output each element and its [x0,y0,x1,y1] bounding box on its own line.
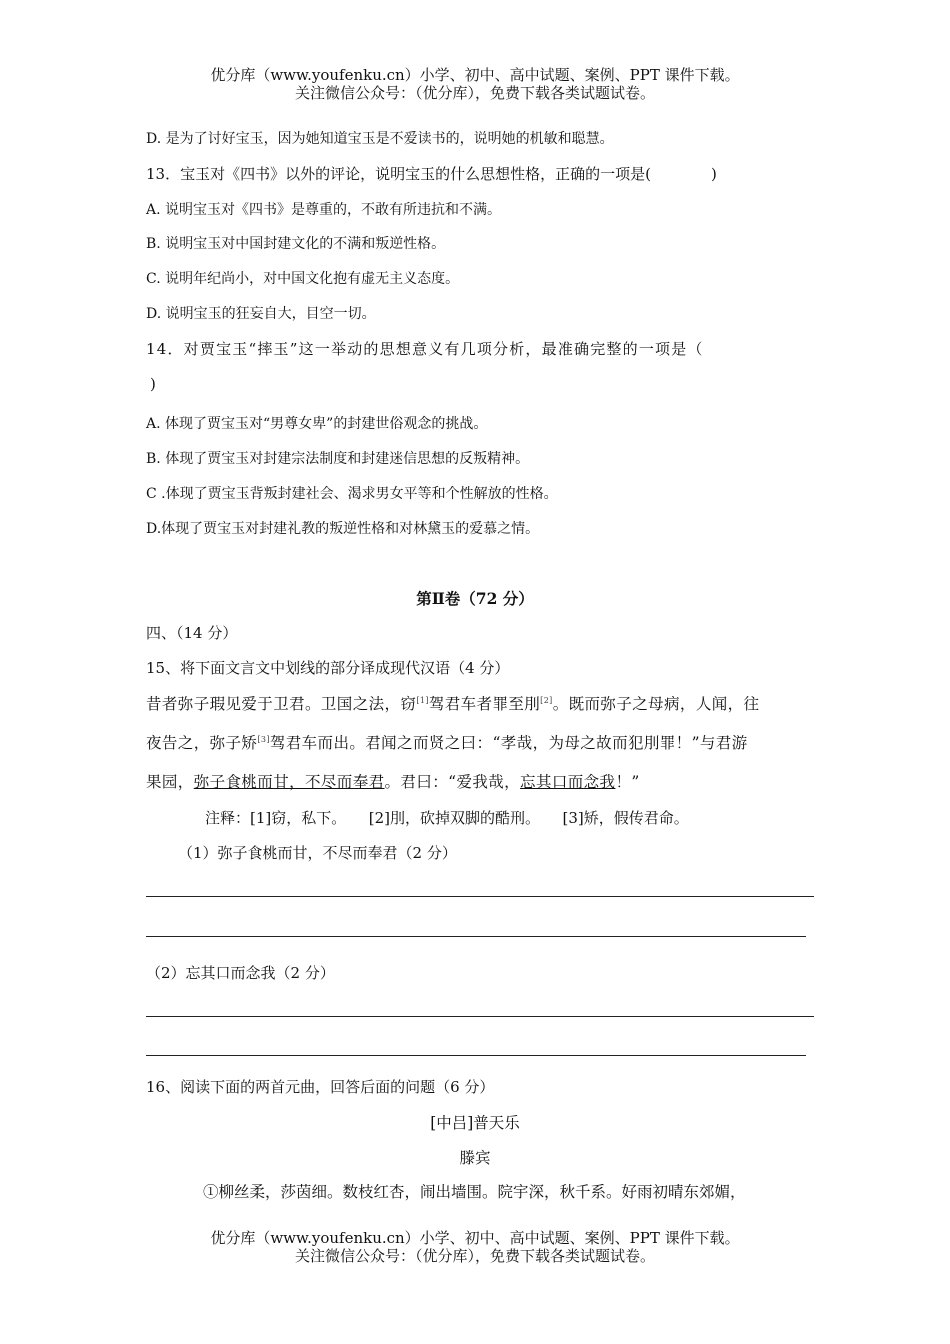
q16-stem: 16、阅读下面的两首元曲，回答后面的问题（6 分） [146,1078,495,1096]
q15-text: 。君曰：“爱我哉， [384,773,521,791]
q15-passage-line3 [146,770,806,792]
q15-text: 。既而弥子之母病，人闻，往 [552,695,760,713]
q14-option-c: C .体现了贾宝玉背叛封建社会、渴求男女平等和个性解放的性格。 [146,486,558,502]
poem-author: 滕宾 [459,1149,491,1167]
q15-underlined-sentence-2: 忘其口而念我 [520,773,616,791]
q15-text: 果园， [146,773,194,791]
q13-option-c: C. 说明年纪尚小，对中国文化抱有虚无主义态度。 [146,271,460,287]
q15-text: 驾君车而出。君闻之而贤之曰：“孝哉，为母之故而犯刖罪！”与君游 [269,734,748,752]
q15-text: 驾君车者罪至刖 [428,695,541,713]
poem-title: [中吕]普天乐 [430,1114,520,1132]
site-header-line2: 关注微信公众号：（优分库），免费下载各类试题试卷。 [294,84,655,102]
q15-sub-question-2: （2）忘其口而念我（2 分） [146,964,335,982]
q12-option-d: D. 是为了讨好宝玉，因为她知道宝玉是不爱读书的，说明她的机敏和聪慧。 [146,131,614,147]
q13-stem: 13．宝玉对《四书》以外的评论，说明宝玉的什么思想性格，正确的一项是( ) [146,165,717,183]
q14-option-a: A. 体现了贾宝玉对“男尊女卑”的封建世俗观念的挑战。 [146,416,488,432]
answer-line[interactable] [146,896,814,897]
site-footer-line2: 关注微信公众号：（优分库），免费下载各类试题试卷。 [294,1247,655,1265]
section-2-title: 第Ⅱ卷（72 分） [416,589,534,608]
poem-line-1: ①柳丝柔，莎茵细。数枝红杏，闹出墙围。院宇深，秋千系。好雨初晴东郊媚， [203,1183,746,1201]
q14-stem-end: ) [150,375,156,393]
site-header-line1: 优分库（www.youfenku.cn）小学、初中、高中试题、案例、PPT 课件下载。 [210,66,740,84]
q15-text: ！” [615,773,640,791]
q15-passage-line1 [146,692,806,714]
q14-option-b: B. 体现了贾宝玉对封建宗法制度和封建迷信思想的反叛精神。 [146,451,530,467]
site-footer-line1: 优分库（www.youfenku.cn）小学、初中、高中试题、案例、PPT 课件下载。 [210,1229,740,1247]
q15-stem: 15、将下面文言文中划线的部分译成现代汉语（4 分） [146,659,510,677]
answer-line[interactable] [146,1055,806,1056]
q15-text: 昔者弥子瑕见爱于卫君。卫国之法，窃 [146,695,417,713]
q15-sub-question-1: （1）弥子食桃而甘，不尽而奉君（2 分） [178,844,457,862]
q15-note-ref-3: [3] [257,735,270,744]
q15-text: 夜告之，弥子矫 [146,734,258,752]
q15-note-ref-2: [2] [540,696,553,705]
q13-option-a: A. 说明宝玉对《四书》是尊重的，不敢有所违抗和不满。 [146,202,502,218]
answer-line[interactable] [146,1016,814,1017]
q15-underlined-sentence-1: 弥子食桃而甘，不尽而奉君 [193,773,385,791]
q15-note-ref-1: [1] [416,696,429,705]
q14-stem: 14．对贾宝玉“摔玉”这一举动的思想意义有几项分析，最准确完整的一项是（ [146,340,704,358]
answer-line[interactable] [146,936,806,937]
q14-option-d: D.体现了贾宝玉对封建礼教的叛逆性格和对林黛玉的爱慕之情。 [146,521,540,537]
q13-option-b: B. 说明宝玉对中国封建文化的不满和叛逆性格。 [146,236,446,252]
part-4-title: 四、（14 分） [146,624,238,642]
q15-notes: 注释：[1]窃，私下。 [2]刖，砍掉双脚的酷刑。 [3]矫，假传君命。 [205,809,689,827]
q15-passage-line2 [146,731,806,753]
q13-option-d: D. 说明宝玉的狂妄自大，目空一切。 [146,306,376,322]
